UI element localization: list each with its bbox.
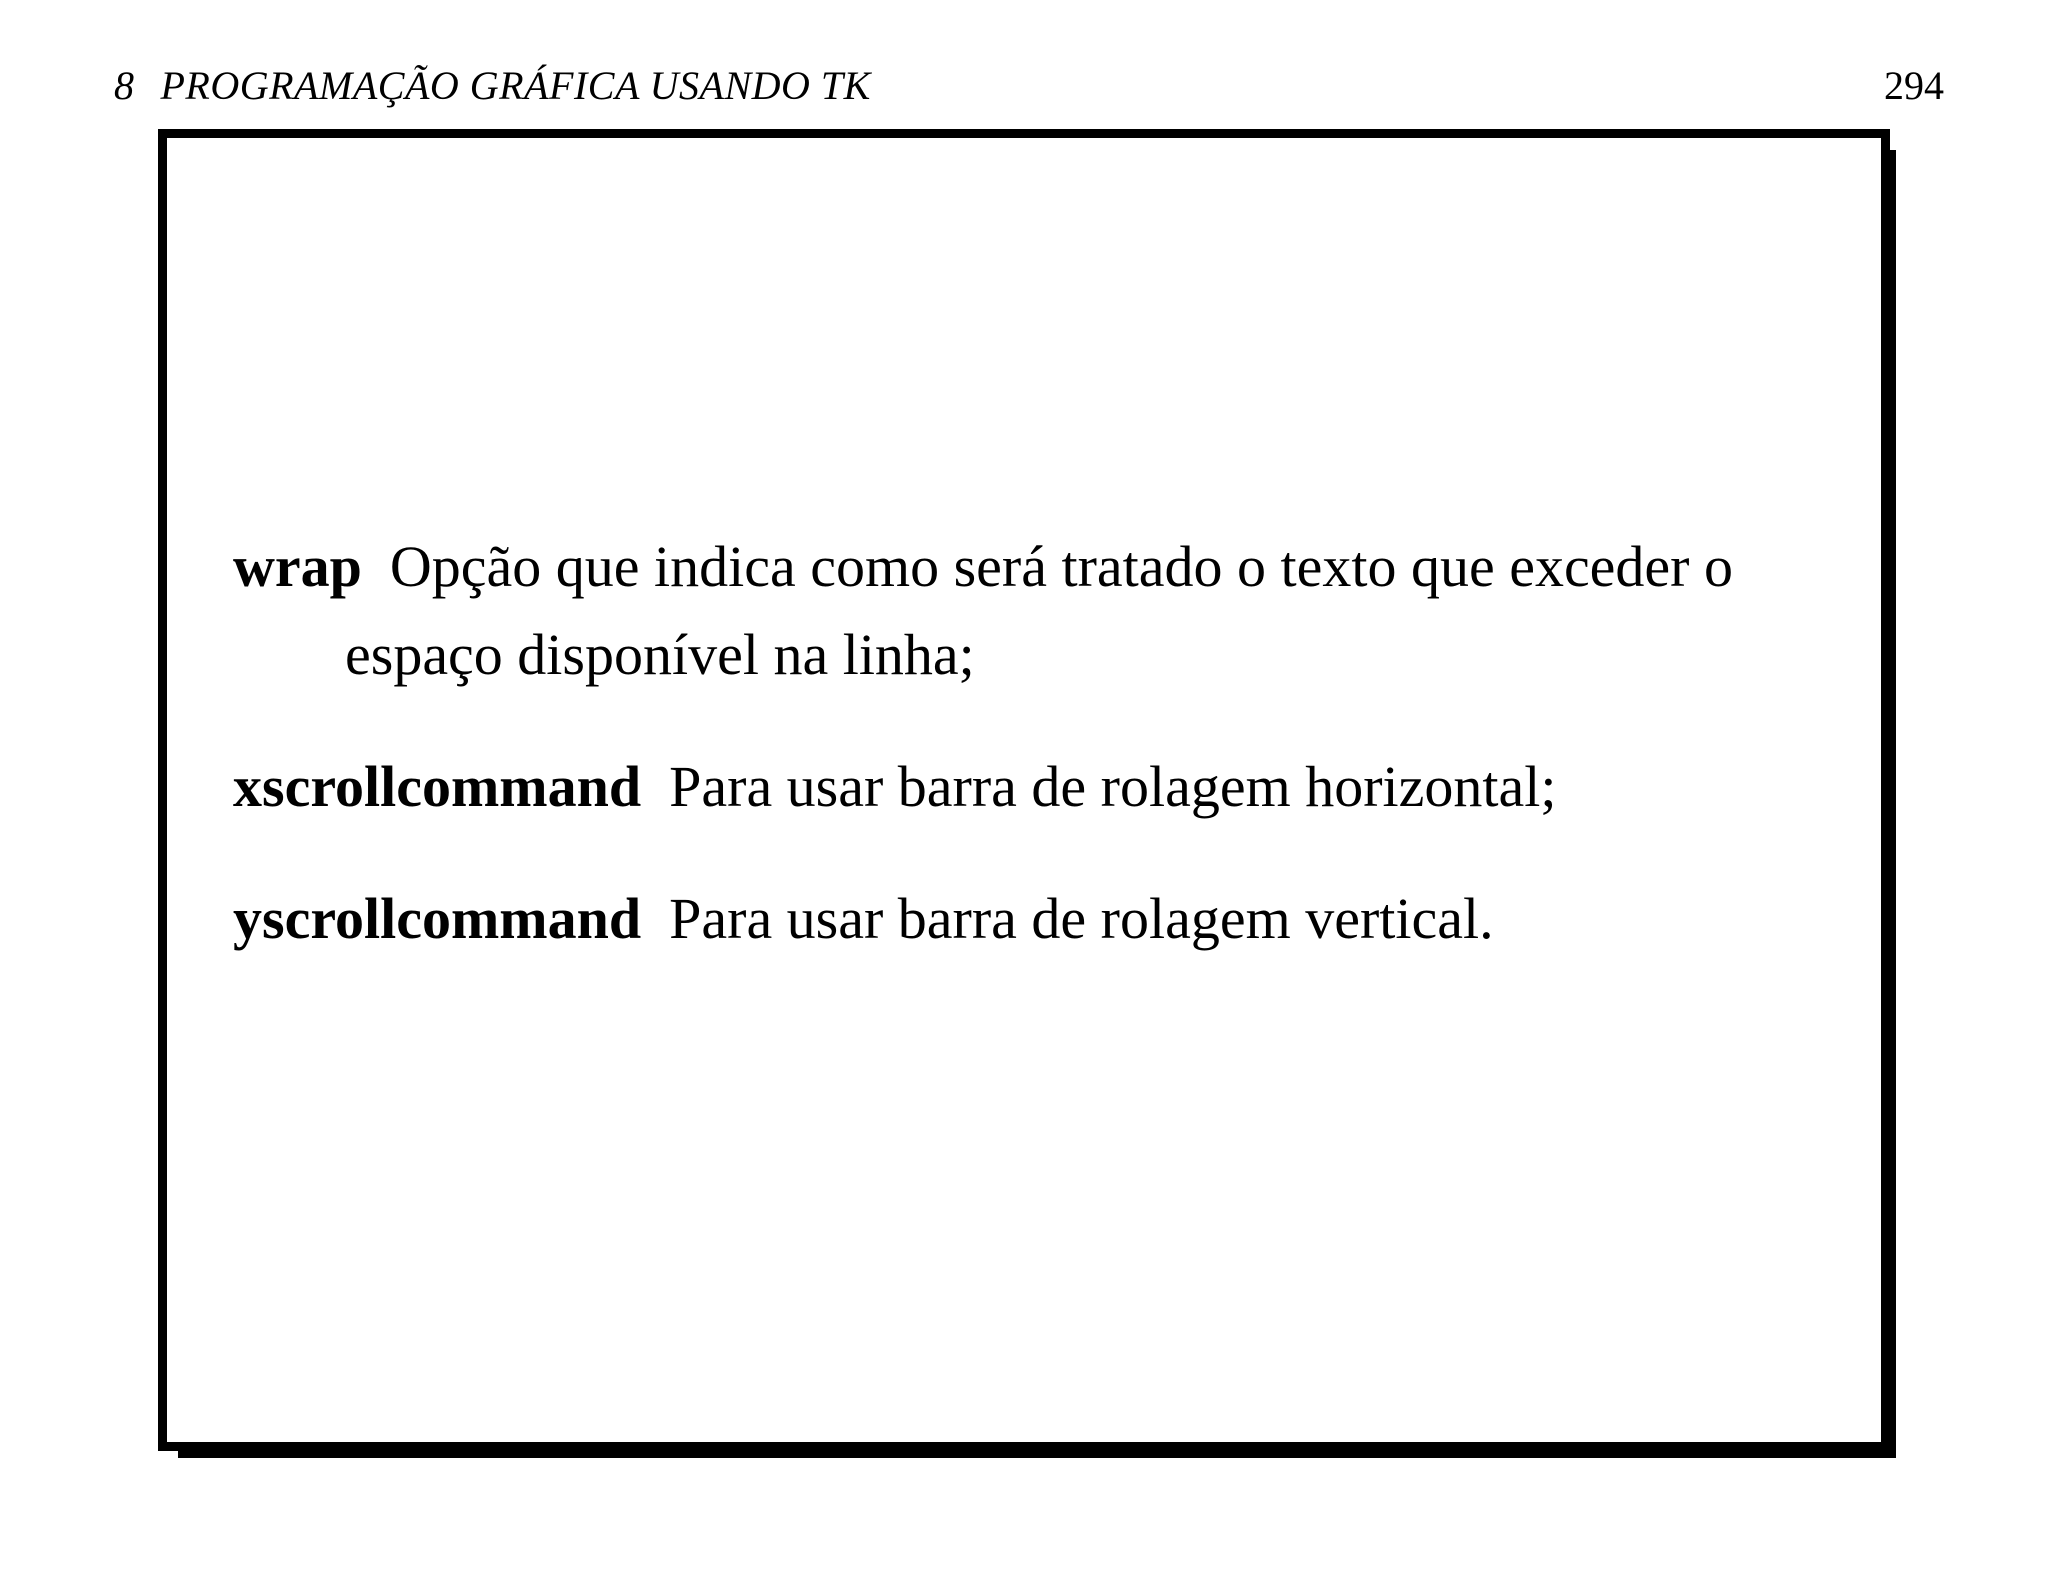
definition-item-yscrollcommand (233, 875, 1843, 963)
chapter-number: 8 (114, 63, 135, 108)
definition-term: wrap (233, 534, 362, 599)
definition-description: Para usar barra de rolagem horizontal; (669, 754, 1557, 819)
page-number: 294 (1884, 63, 1944, 108)
definition-term: yscrollcommand (233, 886, 642, 951)
definition-item-wrap (233, 523, 1843, 699)
definition-description: Para usar barra de rolagem vertical. (669, 886, 1494, 951)
definition-description: Opção que indica como será tratado o texto que exceder o espaço disponível na linha; (345, 534, 1733, 687)
running-header (114, 62, 871, 109)
definition-term: xscrollcommand (233, 754, 642, 819)
definition-list (233, 523, 1843, 963)
definition-item-xscrollcommand (233, 743, 1843, 831)
chapter-title: PROGRAMAÇÃO GRÁFICA USANDO TK (160, 63, 871, 108)
slide-frame (158, 129, 1890, 1451)
